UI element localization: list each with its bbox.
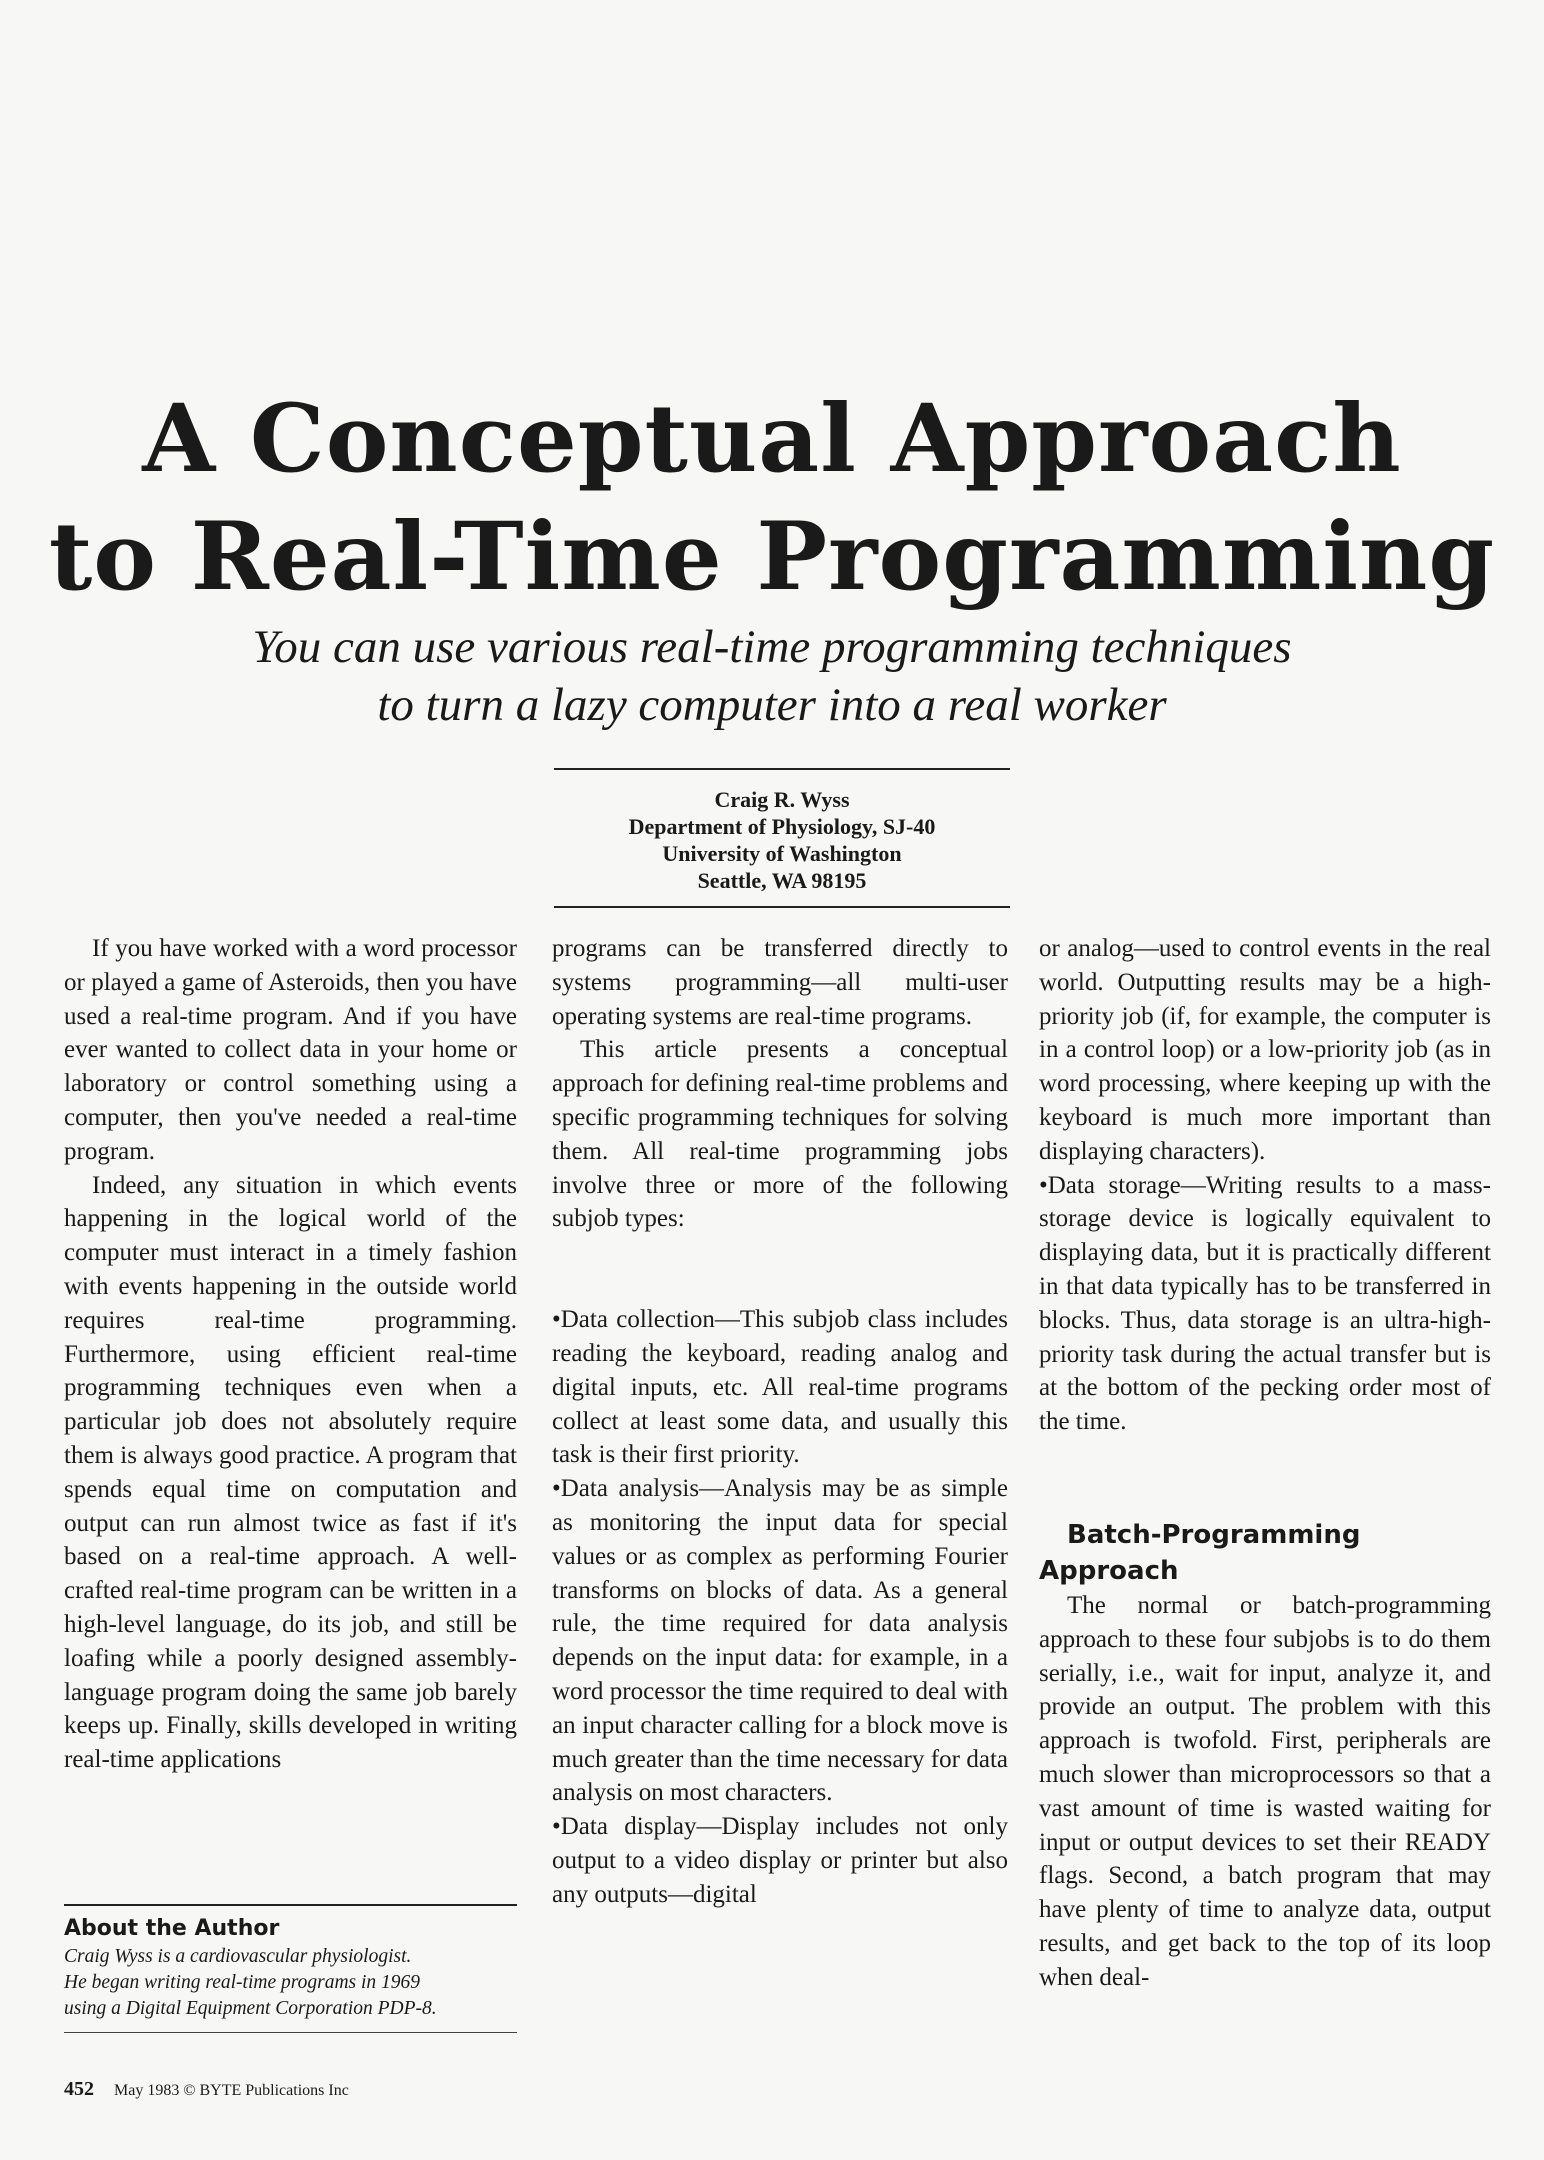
bullet-data-collection: •Data collection—This subjob class includes reading the keyboard, reading analog and digital inputs, etc. All real-time programs collect at least some data, and usually this task is their first priority. (552, 1306, 1008, 1469)
column-gap (552, 1236, 1008, 1303)
article-subtitle (0, 618, 1544, 734)
about-author-line-2: He began writing real-time programs in 1969 (64, 1972, 421, 1993)
article-title (0, 380, 1544, 616)
author-city: Seattle, WA 98195 (697, 868, 867, 893)
about-author-line-1: Craig Wyss is a cardiovascular physiologist. (64, 1946, 412, 1967)
column-3 (1039, 932, 1491, 1995)
bullet-data-analysis: •Data analysis—Analysis may be as simple as monitoring the input data for special values or as complex as performing Fourier transforms on blocks of data. As a general rule, the time required for data analysis depends on the input data: for example, in a word processor the time required to deal with an input character calling for a block move is much greater than the time necessary for data analysis on most characters. (552, 1475, 1008, 1807)
title-line-1: A Conceptual Approach (142, 384, 1402, 494)
column-2 (552, 932, 1008, 1912)
paragraph-batch: The normal or batch-programming approach to these four subjobs is to do them serially, i.e., wait for input, analyze it, and provide an output. The problem with this approach is twofold. First, peripherals are much slower than microprocessors so that a vast amount of time is wasted waiting for input or output devices to set their READY flags. Second, a batch program that may have plenty of time to analyze data, output results, and get back to the top of its loop when deal- (1039, 1591, 1491, 1991)
author-byline (554, 768, 1010, 908)
subtitle-line-2: to turn a lazy computer into a real worker (377, 679, 1167, 731)
author-university: University of Washington (662, 841, 902, 866)
title-line-2: to Real-Time Programming (48, 502, 1496, 612)
section-heading: Batch-Programming Approach (1039, 1519, 1361, 1586)
author-department: Department of Physiology, SJ-40 (628, 814, 936, 839)
page-number: 452 (64, 2078, 94, 2100)
about-author-box (64, 1904, 517, 2033)
paragraph-conceptual: This article presents a conceptual approach for defining real-time problems and specific programming techniques for solving them. All real-time programming jobs involve three or more of the following subjob types: (552, 1036, 1008, 1233)
paragraph-indeed: Indeed, any situation in which events happening in the logical world of the computer must interact in a timely fashion with events happening in the outside world requires real-time programming. Furthermore, using efficient real-time programming techniques even when a particular job does not absolutely require them is always good practice. A program that spends equal time on computation and output can run almost twice as fast if it's based on a real-time approach. A well-crafted real-time program can be written in a high-level language, do its job, and still be loafing while a poorly designed assembly-language program doing the same job barely keeps up. Finally, skills developed in writing real-time applications (64, 1171, 517, 1774)
section-gap (1039, 1439, 1491, 1517)
footer-credit: May 1983 © BYTE Publications Inc (114, 2082, 349, 2099)
page-footer (64, 2078, 349, 2101)
paragraph-indeed-continued: programs can be transferred directly to systems programming—all multi-user operating systems are real-time programs. (552, 935, 1008, 1030)
about-author-line-3: using a Digital Equipment Corporation PDP-8. (64, 1998, 437, 2019)
bullet-data-display: •Data display—Display includes not only output to a video display or printer but also any outputs—digital (552, 1813, 1008, 1908)
paragraph-intro: If you have worked with a word processor or played a game of Asteroids, then you have used a real-time program. And if you have ever wanted to collect data in your home or laboratory or control something using a computer, then you've needed a real-time program. (64, 935, 517, 1165)
subtitle-line-1: You can use various real-time programming techniques (252, 621, 1292, 673)
column-1 (64, 932, 517, 1777)
bullet-data-display-continued: or analog—used to control events in the real world. Outputting results may be a high-priority job (if, for example, the computer is in a control loop) or a low-priority job (as in word processing, where keeping up with the keyboard is much more important than displaying characters). (1039, 935, 1491, 1165)
about-author-text (64, 1944, 517, 2022)
author-name: Craig R. Wyss (714, 787, 850, 812)
about-author-heading: About the Author (64, 1916, 280, 1941)
bullet-data-storage: •Data storage—Writing results to a mass-storage device is logically equivalent to displaying data, but it is practically different in that data typically has to be transferred in blocks. Thus, data storage is an ultra-high-priority task during the actual transfer but is at the bottom of the pecking order most of the time. (1039, 1171, 1491, 1436)
